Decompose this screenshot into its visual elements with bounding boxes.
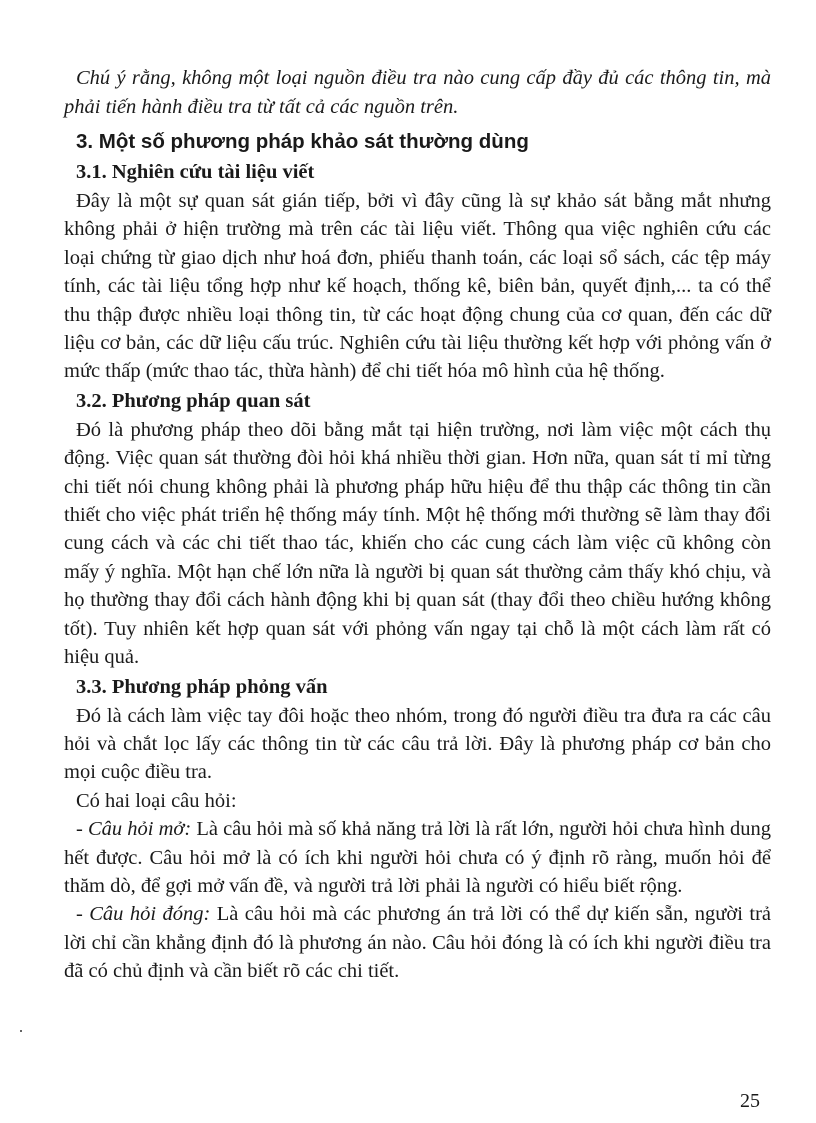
section-3-3-heading: 3.3. Phương pháp phỏng vấn [76,675,328,698]
closed-question-paragraph [64,900,771,985]
open-question-paragraph [64,815,771,900]
section-3-2-paragraph: Đó là phương pháp theo dõi bằng mắt tại hiện trường, nơi làm việc một cách thụ động. Việc quan sát thường đòi hỏi khá nhiều thời gian. Hơn nữa, quan sát tỉ mỉ từng chi tiết nói chung không phải là phương pháp hữu hiệu để thu thập các thông tin cần thiết cho việc phát triển hệ thống máy tính. Một hệ thống mới thường sẽ làm thay đổi cung cách và các chi tiết thao tác, khiến cho các cung cách làm việc cũ không còn mấy ý nghĩa. Một hạn chế lớn nữa là người bị quan sát thường cảm thấy khó chịu, và họ thường thay đổi cách hành động khi bị quan sát (thay đổi theo chiều hướng không tốt). Tuy nhiên kết hợp quan sát với phỏng vấn ngay tại chỗ là một cách làm rất có hiệu quả. [64,418,771,669]
section-3-3-paragraph: Đó là cách làm việc tay đôi hoặc theo nhóm, trong đó người điều tra đưa ra các câu hỏi và chắt lọc lấy các thông tin từ các câu trả lời. Đây là phương pháp cơ bản cho mọi cuộc điều tra. [64,704,771,784]
page-number: 25 [740,1090,760,1112]
closed-question-term: - Câu hỏi đóng: [76,903,211,926]
note-paragraph: Chú ý rằng, không một loại nguồn điều tra nào cung cấp đầy đủ các thông tin, mà phải tiến hành điều tra từ tất cả các nguồn trên. [64,67,771,118]
section-3-1-paragraph: Đây là một sự quan sát gián tiếp, bởi vì đây cũng là sự khảo sát bằng mắt nhưng không phải ở hiện trường mà trên các tài liệu viết. Thông qua việc nghiên cứu các loại chứng từ giao dịch như hoá đơn, phiếu thanh toán, các loại sổ sách, các tệp máy tính, các tài liệu tổng hợp như kế hoạch, thống kê, biên bản, quyết định,... ta có thể thu thập được nhiều loại thông tin, từ các hoạt động chung của cơ quan, đến các dữ liệu cơ bản, các dữ liệu cấu trúc. Nghiên cứu tài liệu thường kết hợp với phỏng vấn ở mức thấp (mức thao tác, thừa hành) để chi tiết hóa mô hình của hệ thống. [64,190,771,383]
question-types-intro: Có hai loại câu hỏi: [76,789,237,812]
section-3-heading: 3. Một số phương pháp khảo sát thường dùng [76,130,529,153]
closed-question-text: Là câu hỏi mà các phương án trả lời có thể dự kiến sẵn, người trả lời chỉ cần khẳng định đó là phương án nào. Câu hỏi đóng là có ích khi người điều tra đã có chủ định và cần biết rõ các chi tiết. [64,903,771,983]
open-question-text: Là câu hỏi mà số khả năng trả lời là rất lớn, người hỏi chưa hình dung hết được. Câu hỏi mở là có ích khi người hỏi chưa có ý định rõ ràng, muốn hỏi để thăm dò, để gợi mở vấn đề, và người trả lời phải là người có hiểu biết rộng. [64,818,771,897]
scan-speck [20,1030,22,1032]
section-3-2-heading: 3.2. Phương pháp quan sát [76,389,311,412]
page-content [64,64,771,986]
section-3-1-heading: 3.1. Nghiên cứu tài liệu viết [76,161,315,183]
open-question-term: - Câu hỏi mở: [76,818,192,841]
